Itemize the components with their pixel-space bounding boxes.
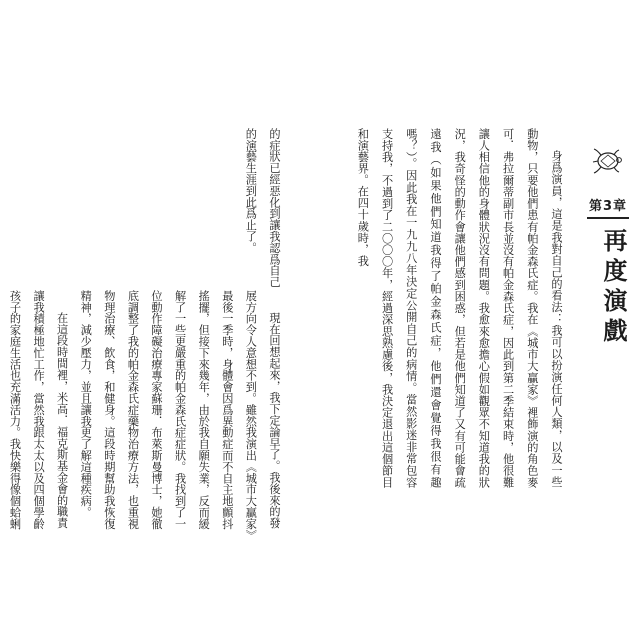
paragraph: 在這段時間裡，米高．福克斯基金會的職責讓我積極地忙工作，當然我跟太太以及四個學齡孩子的家庭生活也充滿活力。我快樂得像個蛤蜊 bbox=[8, 290, 69, 530]
body-text-upper bbox=[286, 128, 568, 488]
paragraph: 身爲演員，這是我對自己的看法：我可以扮演任何人類，以及一些動物，只要他們患有帕金森氏症。我在《城市大贏家》裡飾演的角色麥可．弗拉爾蒂副市長並沒有帕金森氏症，因此到第二季結束時，他很難讓人相信他的身體狀況沒有問題。我愈來愈擔心假如觀眾不知道我的狀況，我奇怪的動作會讓他們感到困惑，但若是他們知道了又有可能會疏遠我（如果他們知道我得了帕金森氏症，他們還會覺得我很有趣嗎？）。因此我在一九九八年決定公開自己的病情。當然影迷非常包容支持我，不過到了二〇〇〇年，經過深思熟慮後，我決定退出這個節目和演藝界。在四十歲時，我 bbox=[356, 128, 563, 488]
paragraph: 的症狀已經惡化到讓我認爲自己的演藝生涯到此爲止了。 bbox=[244, 128, 281, 288]
body-text-continuation bbox=[14, 128, 286, 288]
chapter-divider bbox=[587, 217, 629, 219]
paragraph: 現在回想起來，我下定論早了。我後來的發展方向令人意想不到。雖然我演出《城市大贏家》最後一季時，身體會因爲異動症而不自主地顫抖搖擺，但接下來幾年，由於我自願失業，反而緩解了一些更嚴重的帕金森氏症症狀。我找到了一位動作障礙治療專家蘇珊．布萊斯曼博士，她徹底調整了我的帕金森氏症藥物治療方法，也重視物理治療、飲食，和健身。這段時期幫助我恢復精神，減少壓力，並且讓我更了解這種疾病。 bbox=[79, 290, 281, 536]
turtle-icon bbox=[588, 140, 628, 180]
chapter-title: 再度演戲 bbox=[599, 228, 627, 348]
body-text-lower bbox=[8, 290, 286, 540]
chapter-label: 第3章 bbox=[588, 199, 628, 214]
